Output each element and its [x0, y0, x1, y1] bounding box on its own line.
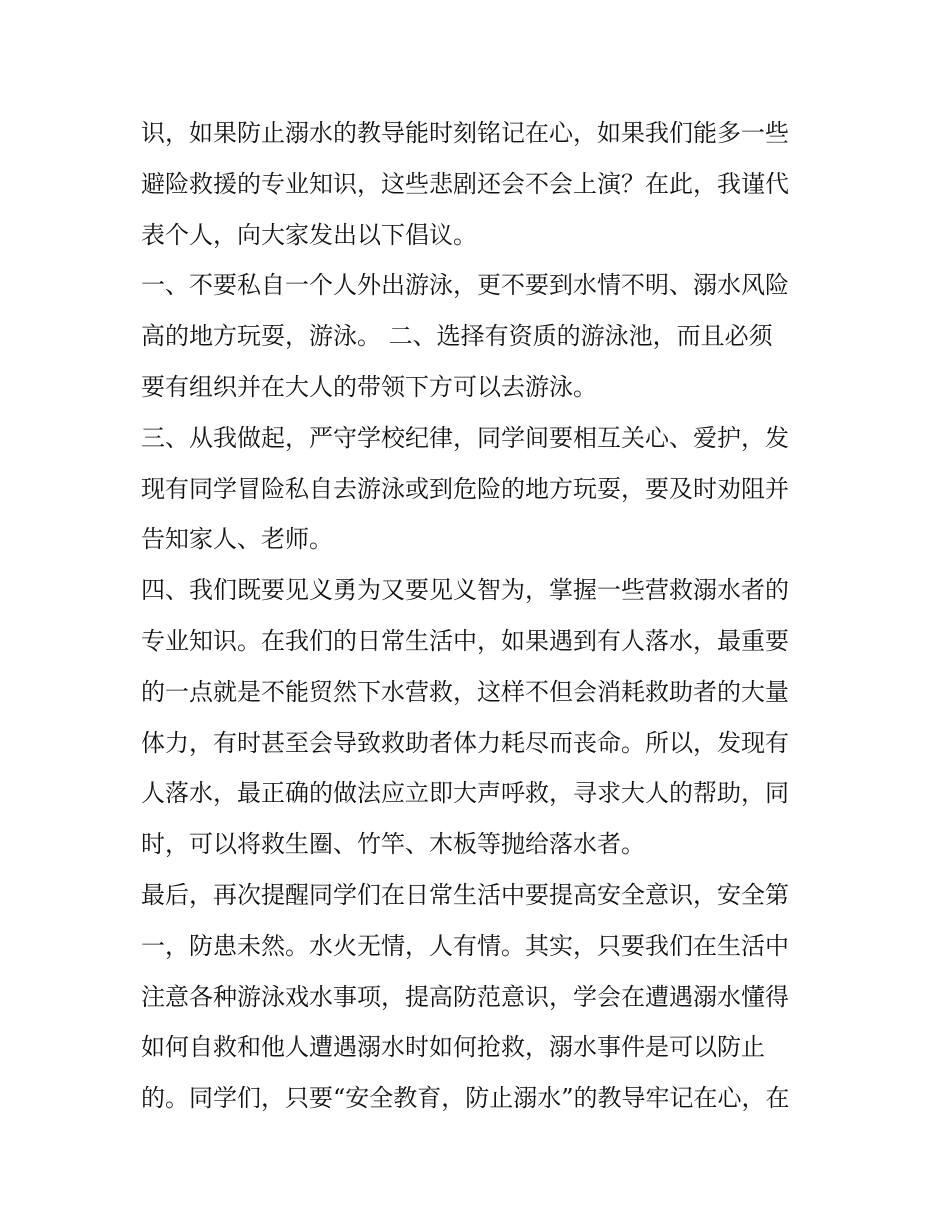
text-line: 避险救援的专业知识，这些悲剧还会不会上演？在此，我谨代	[141, 169, 789, 198]
text-line: 人落水，最正确的做法应立即大声呼救，寻求大人的帮助，同	[141, 779, 789, 808]
text-line: 如何自救和他人遭遇溺水时如何抢救，溺水事件是可以防止	[141, 1033, 765, 1062]
text-line: 告知家人、老师。	[141, 525, 333, 554]
text-line: 要有组织并在大人的带领下方可以去游泳。	[141, 372, 597, 401]
text-line: 识，如果防止溺水的教导能时刻铭记在心，如果我们能多一些	[141, 119, 789, 147]
text-line: 注意各种游泳戏水事项，提高防范意识，学会在遭遇溺水懂得	[141, 982, 789, 1011]
text-line: 的。同学们，只要“安全教育，防止溺水”的教导牢记在心，在	[141, 1084, 790, 1113]
text-line: 三、从我做起，严守学校纪律，同学间要相互关心、爱护，发	[141, 423, 789, 452]
text-line: 表个人，向大家发出以下倡议。	[141, 220, 477, 249]
text-line: 时，可以将救生圈、竹竿、木板等抛给落水者。	[141, 830, 645, 859]
text-line: 四、我们既要见义勇为又要见义智为，掌握一些营救溺水者的	[141, 576, 789, 605]
text-line: 现有同学冒险私自去游泳或到危险的地方玩耍，要及时劝阻并	[141, 474, 789, 503]
text-line: 最后，再次提醒同学们在日常生活中要提高安全意识，安全第	[141, 880, 789, 909]
body-text	[141, 108, 821, 1124]
text-line: 一、不要私自一个人外出游泳，更不要到水情不明、溺水风险	[141, 271, 789, 300]
text-line: 的一点就是不能贸然下水营救，这样不但会消耗救助者的大量	[141, 677, 789, 706]
text-line: 体力，有时甚至会导致救助者体力耗尽而丧命。所以，发现有	[141, 728, 789, 757]
text-line: 高的地方玩耍，游泳。 二、选择有资质的游泳池，而且必须	[141, 322, 773, 351]
text-line: 一，防患未然。水火无情，人有情。其实，只要我们在生活中	[141, 931, 789, 960]
text-line: 专业知识。在我们的日常生活中，如果遇到有人落水，最重要	[141, 626, 789, 655]
